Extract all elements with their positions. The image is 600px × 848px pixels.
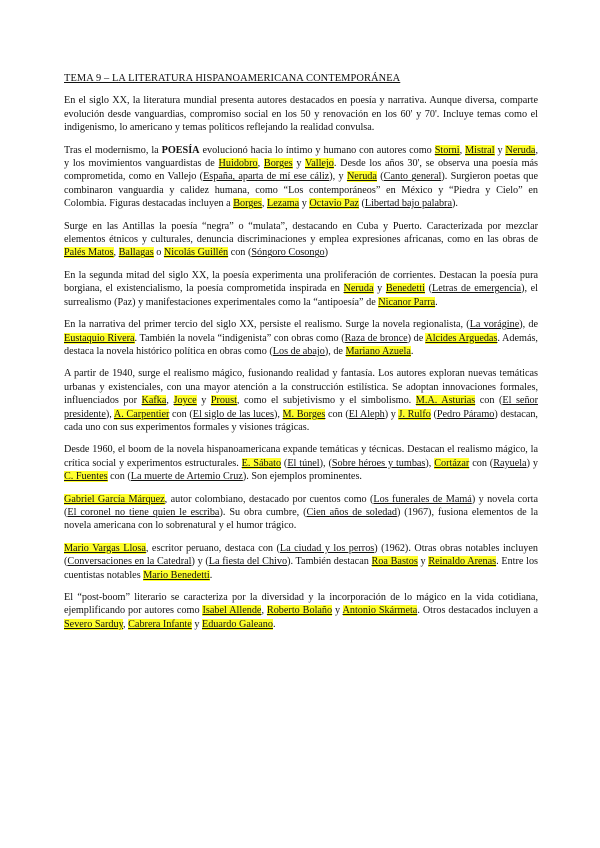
work-title: El coronel no tiene quien le escriba bbox=[67, 506, 220, 518]
highlighted-author: Neruda bbox=[346, 171, 377, 183]
text-run: ). Son ejemplos prominentes. bbox=[242, 471, 362, 483]
text-run: Tras el modernismo, la bbox=[64, 144, 162, 156]
work-title: El siglo de las luces bbox=[192, 408, 274, 420]
highlighted-author: Gabriel García Márquez bbox=[64, 493, 165, 505]
text-run: El “post-boom” literario se caracteriza por la diversidad y la incorporación de lo mágico en la vida cotidiana, ejemplificando por autores como bbox=[64, 592, 538, 617]
text-run: y bbox=[191, 618, 202, 630]
highlighted-author: Roa Bastos bbox=[371, 556, 418, 568]
work-title: La ciudad y los perros bbox=[279, 542, 375, 554]
highlighted-author: E. Sábato bbox=[241, 457, 282, 469]
text-run: ), bbox=[105, 408, 114, 420]
text-run: y bbox=[196, 395, 211, 407]
work-title: La fiesta del Chivo bbox=[208, 556, 288, 568]
work-title: La muerte de Artemio Cruz bbox=[130, 471, 243, 483]
work-title: Los funerales de Mamá bbox=[373, 493, 472, 505]
highlighted-author: Eustaquio Rivera bbox=[64, 332, 135, 344]
highlighted-author: Octavio Paz bbox=[309, 198, 359, 210]
text-run: , bbox=[261, 198, 267, 210]
highlighted-author: Mario Benedetti bbox=[143, 569, 210, 581]
highlighted-author: Benedetti bbox=[385, 283, 425, 295]
highlighted-author: Lezama bbox=[266, 198, 300, 210]
text-run: ) y bbox=[384, 408, 399, 420]
text-run: ). Su obra cumbre, ( bbox=[219, 506, 307, 518]
text-run: evolucionó hacia lo íntimo y humano con autores como bbox=[199, 144, 435, 156]
highlighted-author: Borges bbox=[263, 158, 293, 170]
highlighted-author: Antonio Skármeta bbox=[342, 605, 418, 617]
highlighted-author: Palés Matos bbox=[64, 247, 114, 259]
text-run: ) (1962). Otras obras notables incluyen ( bbox=[64, 542, 539, 568]
work-title: España, aparta de mí ese cáliz bbox=[203, 171, 330, 183]
text-run: . bbox=[272, 618, 276, 630]
highlighted-author: J. Rulfo bbox=[398, 408, 431, 420]
text-run: y bbox=[332, 605, 343, 617]
text-run: , escritor peruano, destaca con ( bbox=[145, 542, 280, 554]
text-run: , bbox=[459, 144, 466, 156]
text-run: con ( bbox=[475, 395, 503, 407]
text-run: ), el surrealismo (Paz) y manifestaciones experimentales como la “antipoesía” de bbox=[64, 283, 539, 308]
text-run: ( bbox=[358, 198, 365, 210]
highlighted-author: Borges bbox=[233, 198, 262, 210]
highlighted-author: Roberto Bolaño bbox=[266, 605, 333, 617]
highlighted-author: Mistral bbox=[465, 144, 495, 156]
text-run: y bbox=[299, 198, 310, 210]
text-run: ) (1967), fusiona elementos de la novela americana con lo sobrenatural y el humor trágico. bbox=[64, 506, 538, 532]
text-run: . Desde los años 30', se observa una poesía más comprometida, como en Vallejo ( bbox=[64, 158, 539, 183]
text-run: ), bbox=[425, 457, 435, 469]
work-title: Los de abajo bbox=[272, 345, 325, 357]
text-run: ), bbox=[273, 408, 283, 420]
text-run: ). Surgieron poetas que combinaron vanguardia y calidez humana, como “Los contemporáneos” en México y “Piedra y Cielo” en Colombia. Figuras destacadas incluyen a bbox=[64, 171, 538, 210]
highlighted-author: A. Carpentier bbox=[113, 408, 170, 420]
highlighted-author: M.A. Asturias bbox=[415, 395, 476, 407]
text-run: y bbox=[292, 158, 305, 170]
document-body bbox=[64, 94, 538, 631]
work-title: Canto general bbox=[383, 171, 442, 183]
highlighted-author: Mariano Azuela bbox=[345, 345, 411, 357]
text-run: ( bbox=[424, 283, 432, 295]
text-run: ( bbox=[430, 408, 437, 420]
text-run: con ( bbox=[228, 247, 252, 259]
paragraph bbox=[64, 94, 538, 134]
highlighted-author: Alcides Arguedas bbox=[425, 332, 498, 344]
highlighted-author: M. Borges bbox=[282, 408, 326, 420]
paragraph bbox=[64, 591, 538, 631]
text-run: . Entre los cuentistas notables bbox=[64, 556, 538, 581]
text-run: ), de bbox=[324, 345, 346, 357]
bold-term: POESÍA bbox=[161, 144, 200, 156]
text-run: ), ( bbox=[319, 457, 332, 469]
text-run: . bbox=[209, 569, 213, 581]
paragraph bbox=[64, 443, 538, 483]
text-run: ), de bbox=[519, 319, 538, 331]
paragraph bbox=[64, 493, 538, 533]
paragraph bbox=[64, 144, 538, 211]
highlighted-author: Joyce bbox=[173, 395, 197, 407]
text-run: ) de bbox=[407, 332, 426, 344]
text-run: , bbox=[261, 605, 267, 617]
text-run: ) bbox=[324, 247, 329, 259]
work-title: Rayuela bbox=[493, 457, 527, 469]
highlighted-author: Proust bbox=[210, 395, 237, 407]
work-title: Letras de emergencia bbox=[431, 283, 522, 295]
highlighted-author: Cabrera Infante bbox=[128, 618, 192, 630]
text-run: A partir de 1940, surge el realismo mágico, fusionando realidad y fantasía. Los autores exploran nuevas temáticas urbanas y existenciales, con una mayor atención a la construcción estilística. Se adoptan innovaciones formales, influenciados por bbox=[64, 368, 538, 407]
text-run: ). También destacan bbox=[287, 556, 372, 568]
work-title: Libertad bajo palabra bbox=[364, 198, 452, 210]
highlighted-author: Vallejo bbox=[305, 158, 334, 170]
text-run: con ( bbox=[469, 457, 494, 469]
highlighted-author: Nicolás Guillén bbox=[163, 247, 229, 259]
text-run: o bbox=[153, 247, 164, 259]
text-run: ) y bbox=[526, 457, 538, 469]
text-run: con ( bbox=[325, 408, 349, 420]
paragraph bbox=[64, 367, 538, 434]
text-run: y bbox=[417, 556, 429, 568]
text-run: y bbox=[373, 283, 386, 295]
highlighted-author: C. Fuentes bbox=[64, 471, 108, 483]
highlighted-author: Storni bbox=[434, 144, 460, 156]
text-run: con ( bbox=[107, 471, 131, 483]
text-run: , bbox=[123, 618, 129, 630]
text-run: , bbox=[113, 247, 119, 259]
text-run: En la narrativa del primer tercio del siglo XX, persiste el realismo. Surge la novela regionalista, ( bbox=[64, 319, 470, 331]
text-run: En el siglo XX, la literatura mundial presenta autores destacados en poesía y narrativa. Aunque diversa, comparte evolución desde vanguardias, compromiso social en los 50 y renovación en los 60' y 70'. Incluye temas como el indigenismo, lo americano y temas políticos reflejando la realidad convulsa. bbox=[64, 95, 538, 134]
text-run: ) y ( bbox=[191, 556, 209, 568]
text-run: ) destacan, cada uno con sus experimentos formales y visiones trágicas. bbox=[64, 408, 538, 433]
highlighted-author: Cortázar bbox=[434, 457, 470, 469]
paragraph bbox=[64, 318, 538, 358]
highlighted-author: Neruda bbox=[343, 283, 374, 295]
text-run: y bbox=[494, 144, 506, 156]
highlighted-author: Neruda bbox=[505, 144, 536, 156]
text-run: Surge en las Antillas la poesía “negra” o “mulata”, destacando en Cuba y Puerto. Caracterizada por mezclar elementos étnicos y culturales, denuncia discriminaciones y emplea expresiones africanas, como en las obras de bbox=[64, 220, 538, 246]
highlighted-author: Severo Sarduy bbox=[64, 618, 124, 630]
text-run: . bbox=[435, 296, 438, 308]
text-run: . Otros destacados incluyen a bbox=[417, 605, 538, 617]
highlighted-author: Ballagas bbox=[118, 247, 154, 259]
work-title: La vorágine bbox=[469, 319, 520, 331]
highlighted-author: Mario Vargas Llosa bbox=[64, 542, 146, 554]
document-page bbox=[64, 72, 538, 640]
document-title: TEMA 9 – LA LITERATURA HISPANOAMERICANA CONTEMPORÁNEA bbox=[64, 73, 401, 84]
text-run: , y los movimientos vanguardistas de bbox=[64, 144, 538, 170]
text-run: , autor colombiano, destacado por cuentos como ( bbox=[164, 493, 374, 505]
highlighted-author: Huidobro bbox=[218, 158, 258, 170]
highlighted-author: Isabel Allende bbox=[202, 605, 262, 617]
work-title: Raza de bronce bbox=[344, 332, 408, 344]
highlighted-author: Nicanor Parra bbox=[378, 296, 436, 308]
work-title: El túnel bbox=[287, 457, 320, 469]
text-run: ( bbox=[281, 457, 288, 469]
paragraph bbox=[64, 269, 538, 309]
text-run: ), y bbox=[329, 171, 347, 183]
text-run: . Además, destaca la novela histórico política en obras como ( bbox=[64, 332, 538, 357]
text-run: , como el subjetivismo y el simbolismo. bbox=[236, 395, 416, 407]
paragraph bbox=[64, 542, 538, 582]
work-title: Conversaciones en la Catedral bbox=[67, 556, 192, 568]
text-run: . También la novela “indigenista” con obras como ( bbox=[134, 332, 345, 344]
work-title: Sóngoro Cosongo bbox=[251, 247, 325, 259]
paragraph bbox=[64, 220, 538, 260]
text-run: con ( bbox=[169, 408, 193, 420]
text-run: ( bbox=[376, 171, 384, 183]
work-title: El Aleph bbox=[348, 408, 385, 420]
text-run: En la segunda mitad del siglo XX, la poesía experimenta una proliferación de corrientes. Destacan la poesía pura borgiana, el existencialismo, la poesía comprometida inspirada en bbox=[64, 269, 538, 295]
text-run: , bbox=[257, 158, 264, 170]
highlighted-author: Reinaldo Arenas bbox=[428, 556, 497, 568]
work-title: Cien años de soledad bbox=[306, 506, 397, 518]
work-title: El señor presidente bbox=[64, 395, 539, 420]
text-run: ). bbox=[451, 198, 458, 210]
text-run: Desde 1960, el boom de la novela hispanoamericana expande temáticas y técnicas. Destacan el realismo mágico, la crítica social y experimentos estructurales. bbox=[64, 444, 538, 469]
work-title: Pedro Páramo bbox=[436, 408, 495, 420]
highlighted-author: Eduardo Galeano bbox=[201, 618, 273, 630]
text-run: . bbox=[410, 345, 414, 357]
text-run: , bbox=[166, 395, 174, 407]
highlighted-author: Kafka bbox=[141, 395, 167, 407]
text-run: ) y novela corta ( bbox=[64, 493, 538, 518]
work-title: Sobre héroes y tumbas bbox=[331, 457, 426, 469]
